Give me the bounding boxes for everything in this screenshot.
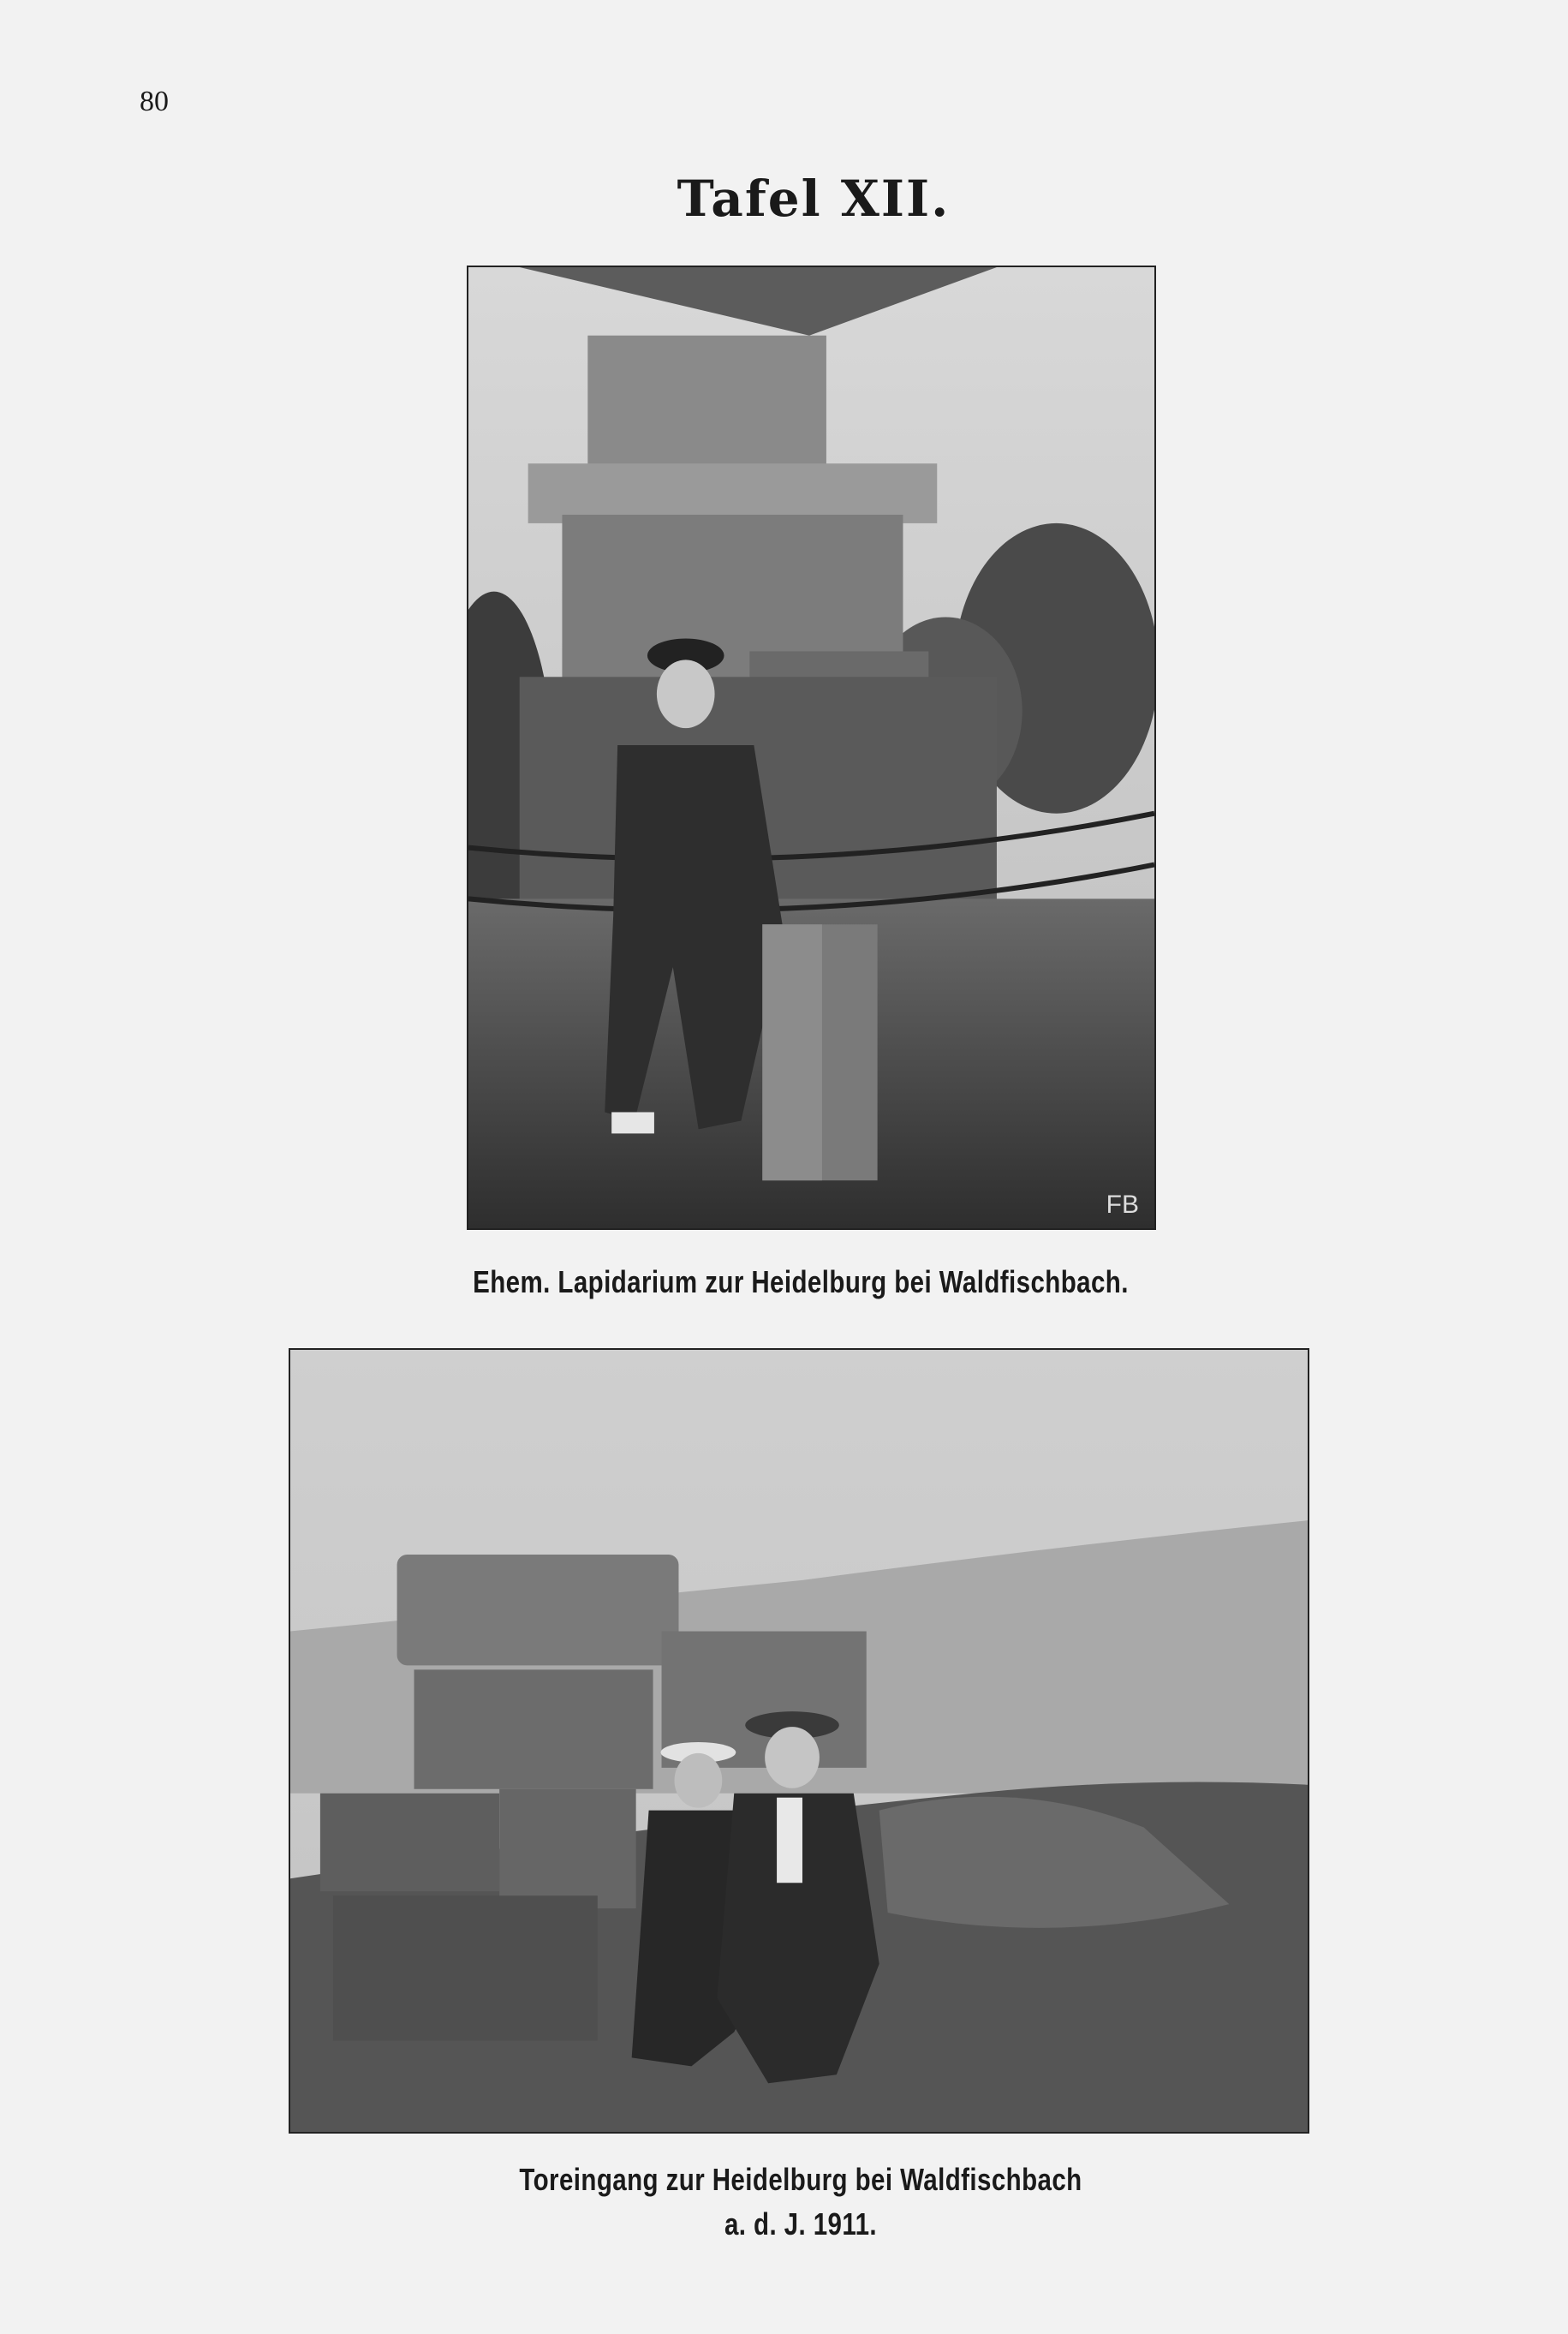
photo-toreingang (289, 1348, 1309, 2134)
photographer-monogram: FB (1106, 1191, 1139, 1219)
caption-lapidarium: Ehem. Lapidarium zur Heidelburg bei Waldfischbach. (473, 1264, 1129, 1299)
caption-toreingang-line2: a. d. J. 1911. (724, 2206, 878, 2241)
plate-title: Tafel XII. (677, 170, 951, 228)
lapidarium-photo-image (468, 267, 1154, 1228)
caption-toreingang-line1: Toreingang zur Heidelburg bei Waldfischbach (519, 2162, 1082, 2197)
photo-lapidarium (467, 266, 1156, 1230)
page-number: 80 (140, 86, 169, 117)
toreingang-photo-image (290, 1350, 1308, 2132)
